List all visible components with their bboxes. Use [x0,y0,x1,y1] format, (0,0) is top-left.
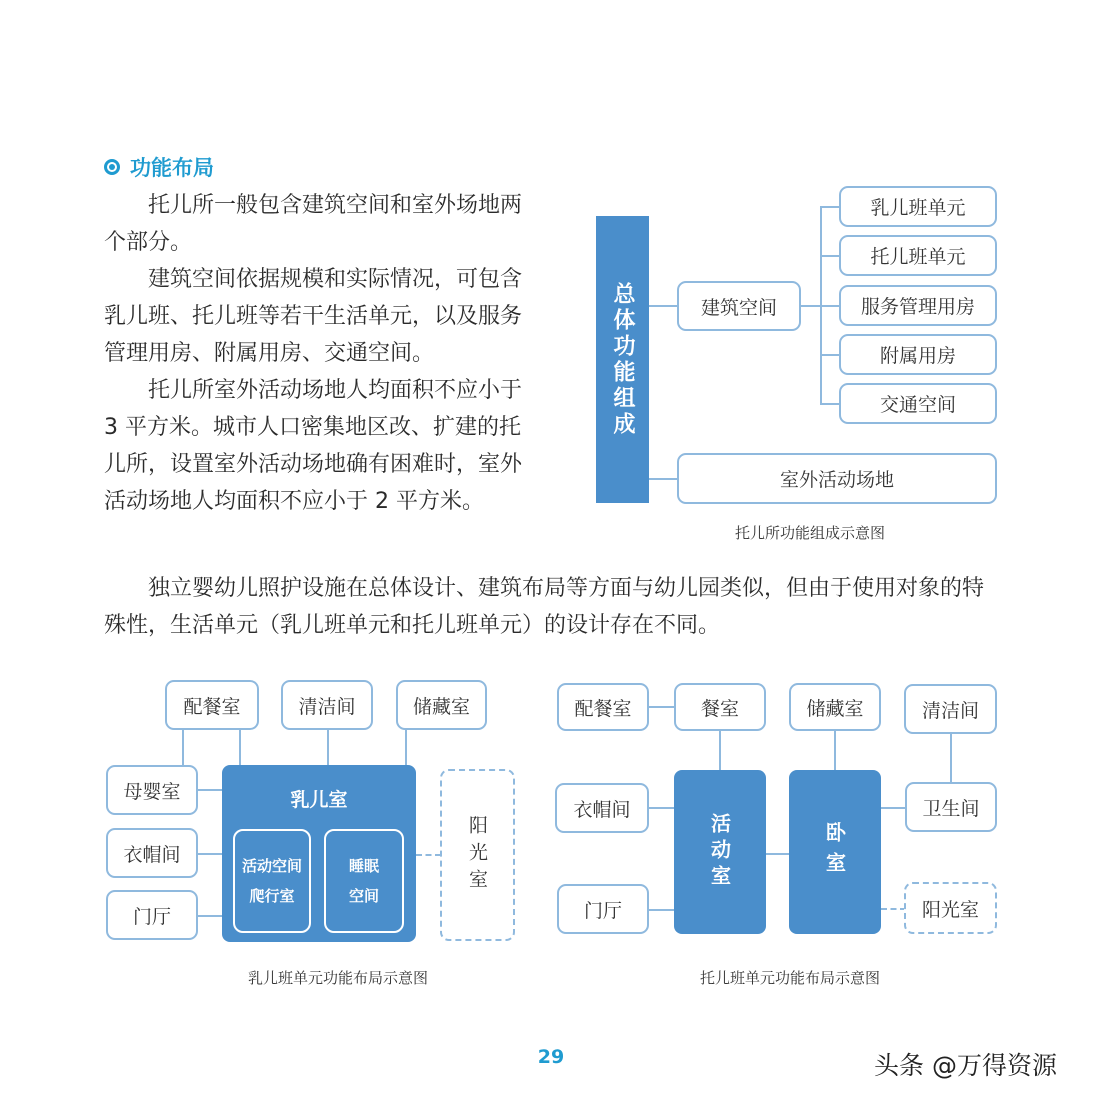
connector [197,853,223,855]
paragraph-2 [104,261,534,372]
connector [950,733,952,783]
text-line: 托儿所一般包含建筑空间和室外场地两 [148,193,523,218]
room-node: 门厅 [557,884,649,934]
text-line: 3 平方米。城市人口密集地区改、扩建的托 [104,415,521,440]
child-node: 附属用房 [839,334,997,375]
infant-room [222,765,416,942]
room-node: 配餐室 [557,683,649,731]
dashed-connector [416,854,441,856]
activity-crawl-space: 活动空间 爬行室 [233,829,311,933]
root-node: 总体功能组成 [596,216,649,503]
room-node: 储藏室 [789,683,881,731]
paragraph-4 [104,570,1004,644]
room-node: 清洁间 [904,684,997,734]
connector [327,729,329,766]
room-node: 母婴室 [106,765,198,815]
connector [820,354,840,356]
connector [648,706,675,708]
sunroom-node: 阳光室 [904,882,997,934]
watermark: 头条 @万得资源 [874,1051,1057,1080]
connector [239,729,241,766]
text-line: 殊性，生活单元（乳儿班单元和托儿班单元）的设计存在不同。 [104,613,721,638]
activity-room: 活动室 [674,770,766,934]
section-title [104,152,214,182]
room-node: 餐室 [674,683,766,731]
connector [182,729,184,766]
page-number: 29 [537,1046,565,1068]
room-node: 配餐室 [165,680,259,730]
room-node: 门厅 [106,890,198,940]
outdoor-node: 室外活动场地 [677,453,997,504]
room-node: 储藏室 [396,680,487,730]
connector [820,305,840,307]
connector [881,807,906,809]
connector [197,915,223,917]
paragraph-3 [104,372,534,520]
child-node: 交通空间 [839,383,997,424]
text-line: 管理用房、附属用房、交通空间。 [104,341,435,366]
text-line: 托儿所室外活动场地人均面积不应小于 [148,378,523,403]
text-line: 儿所，设置室外活动场地确有困难时，室外 [104,452,523,477]
text-line: 乳儿班、托儿班等若干生活单元，以及服务 [104,304,523,329]
text-line: 独立婴幼儿照护设施在总体设计、建筑布局等方面与幼儿园类似，但由于使用对象的特 [148,576,985,601]
connector [649,305,678,307]
room-node: 衣帽间 [106,828,198,878]
sleep-space: 睡眠 空间 [324,829,404,933]
child-node: 乳儿班单元 [839,186,997,227]
connector [649,478,678,480]
connector [719,731,721,771]
bedroom: 卧室 [789,770,881,934]
connector [648,909,675,911]
text-line: 活动场地人均面积不应小于 2 平方米。 [104,489,484,514]
connector [820,403,840,405]
connector [648,807,675,809]
diagram3-caption: 托儿班单元功能布局示意图 [699,969,880,987]
sunroom-node: 阳光室 [440,769,515,941]
room-node: 卫生间 [905,782,997,832]
diagram2-caption: 乳儿班单元功能布局示意图 [247,969,428,987]
connector [766,853,790,855]
child-node: 服务管理用房 [839,285,997,326]
text-line: 个部分。 [104,230,193,255]
infant-room-label: 乳儿室 [290,789,348,811]
dashed-connector [881,908,906,910]
room-node: 衣帽间 [555,783,649,833]
building-space-node: 建筑空间 [677,281,801,331]
connector [405,729,407,766]
paragraph-1 [104,187,534,261]
connector [820,206,840,208]
connector [801,305,821,307]
room-node: 清洁间 [281,680,373,730]
bullet-circle-icon [104,159,120,175]
connector [834,731,836,771]
text-line: 建筑空间依据规模和实际情况，可包含 [148,267,523,292]
section-title-text: 功能布局 [130,156,214,180]
connector [820,255,840,257]
connector [197,789,223,791]
diagram1-caption: 托儿所功能组成示意图 [734,524,885,542]
child-node: 托儿班单元 [839,235,997,276]
